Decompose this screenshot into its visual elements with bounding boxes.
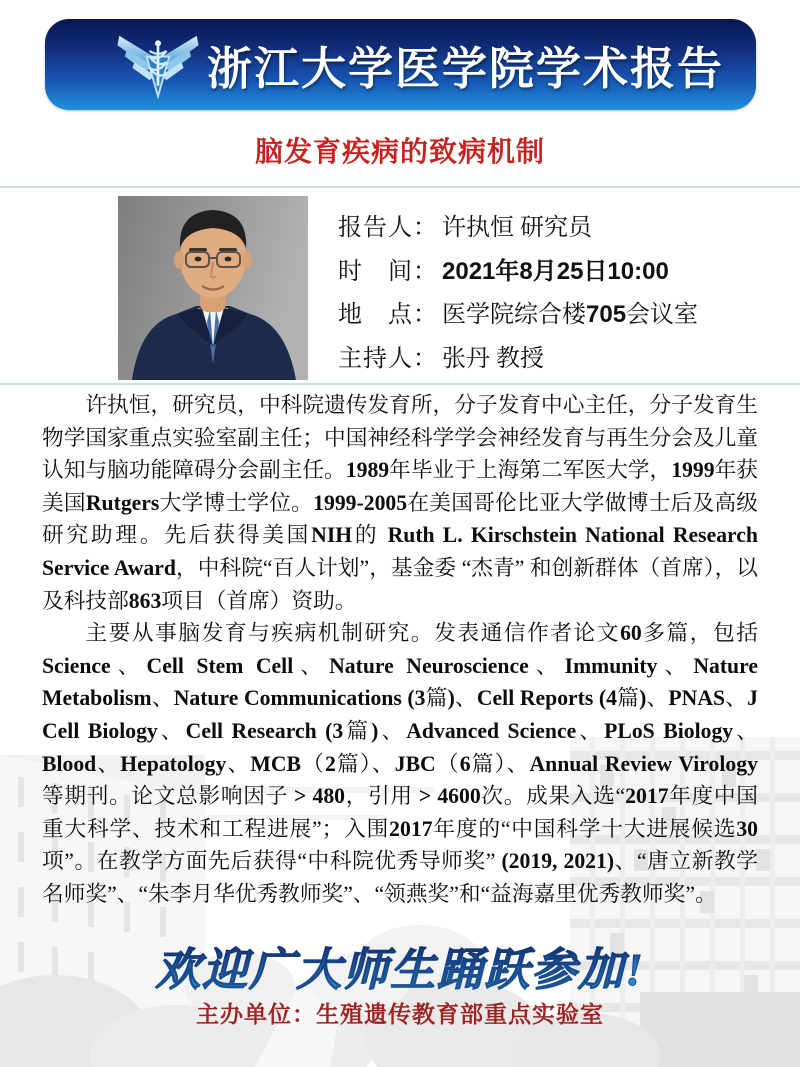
text-run: PLoS Biology — [604, 718, 734, 743]
medical-eagle-caduceus-icon — [115, 32, 201, 100]
info-value — [442, 338, 544, 373]
text-run: 2017 — [625, 784, 669, 809]
organizer-text: 主办单位：生殖遗传教育部重点实验室 — [196, 1002, 604, 1027]
text-run: 、“唐立新教学名师奖”、“朱李月华优秀教师奖”、“领燕奖”和“益海嘉里优秀教师奖”。 — [42, 849, 758, 906]
text-run: ) — [447, 686, 455, 711]
text-run: 篇 — [343, 718, 372, 743]
text-run: Blood — [42, 751, 97, 776]
text-run: 863 — [128, 588, 162, 613]
text-run: 1989 — [345, 458, 390, 483]
info-list — [338, 203, 768, 377]
text-run: Science — [42, 653, 111, 678]
bio-section — [0, 389, 800, 911]
info-value — [442, 251, 669, 286]
text-run: 项”。在教学方面先后获得“中科院优秀导师奖” — [42, 849, 496, 874]
lecture-title: 脑发育疾病的致病机制 — [254, 137, 545, 168]
text-run: ) — [371, 718, 379, 743]
text-run: （ — [300, 751, 325, 776]
info-label: 时 间： — [338, 258, 438, 285]
text-run: PNAS — [668, 686, 726, 711]
welcome-text: 欢迎广大师生踊跃参加! — [0, 933, 800, 998]
text-run: 、 — [454, 686, 477, 711]
info-row — [338, 334, 768, 378]
text-run: 的 — [352, 523, 388, 548]
text-run: 705 — [586, 301, 627, 329]
text-run: 、 — [157, 718, 186, 743]
text-run: 多篇，包括 — [641, 621, 758, 646]
text-run: 、 — [226, 751, 251, 776]
text-run: 篇）、 — [335, 751, 395, 776]
text-run: 篇）、 — [470, 751, 530, 776]
info-label: 报告人： — [338, 215, 438, 242]
text-run: Ruth L. Kirschstein National Research Service Award — [42, 523, 758, 580]
text-run: 、 — [733, 718, 758, 743]
header-banner — [45, 19, 756, 110]
text-run: 年度中国重大科学、技术和工程进展”；入围 — [42, 784, 758, 841]
text-run: 会议室 — [626, 302, 699, 329]
text-run: 许执恒 研究员 — [442, 215, 592, 242]
text-run: 年毕业于上海第二军医大学， — [389, 458, 672, 483]
text-run: 、 — [378, 718, 407, 743]
info-row — [338, 203, 768, 247]
text-run: Hepatology — [120, 751, 227, 776]
text-run: JBC — [394, 751, 436, 776]
info-value — [442, 207, 592, 242]
bio-paragraph — [42, 617, 758, 910]
text-run: 张丹 教授 — [442, 345, 544, 372]
info-row — [338, 290, 768, 334]
text-run: Cell Research (3 — [185, 718, 344, 743]
info-label: 主持人： — [338, 345, 438, 372]
text-run: 1999-2005 — [313, 490, 408, 515]
text-run: 、 — [657, 653, 694, 678]
divider — [0, 186, 800, 188]
text-run: Annual Review Virology — [529, 751, 758, 776]
text-run: > 4600 — [412, 784, 481, 809]
text-run: Immunity — [564, 653, 658, 678]
text-run: NIH — [311, 523, 353, 548]
text-run: ，中科院“百人计划”，基金委 “杰青” 和创新群体（首席），以及科技部 — [42, 555, 758, 613]
text-run: Nature Communications (3 — [173, 686, 426, 711]
divider — [0, 383, 800, 385]
banner-title: 浙江大学医学院学术报告 — [206, 44, 724, 94]
text-run: 许执恒，研究员，中科院遗传发育所，分子发育中心主任，分子发育生物学国家重点实验室副主任；中国神经科学学会神经发育与再生分会及儿童认知与脑功能障碍分会副主任。 — [42, 393, 758, 483]
text-run: J Cell Biology — [42, 686, 758, 743]
text-run: 、 — [646, 686, 669, 711]
text-run: 30 — [736, 816, 758, 841]
text-run: 、 — [576, 718, 605, 743]
speaker-photo — [118, 196, 308, 380]
info-row — [338, 247, 768, 291]
text-run: 年获美国 — [42, 458, 758, 515]
text-run: ) — [639, 686, 647, 711]
text-run: 1999 — [671, 458, 715, 483]
text-run: Advanced Science — [406, 718, 577, 743]
text-run: 大学博士学位。 — [159, 490, 314, 515]
info-value — [442, 294, 698, 329]
text-run: 2017 — [389, 816, 433, 841]
text-run: 、 — [96, 751, 121, 776]
info-label: 地 点： — [338, 302, 438, 329]
text-run: Rutgers — [85, 490, 160, 515]
text-run: 60 — [620, 621, 642, 646]
text-run: Nature Metabolism — [42, 653, 758, 711]
text-run: 次。成果入选“ — [480, 784, 626, 809]
text-run: Cell Reports (4 — [476, 686, 618, 711]
text-run: 项目（首席）资助。 — [161, 588, 357, 613]
text-run: 篇 — [617, 686, 640, 711]
text-run: （ — [435, 751, 460, 776]
text-run: 等期刊。论文总影响因子 — [42, 784, 288, 809]
text-run: 医学院综合楼 — [442, 302, 586, 329]
text-run: 主要从事脑发育与疾病机制研究。发表通信作者论文 — [85, 621, 621, 646]
text-run: 、 — [528, 653, 565, 678]
bio-paragraph — [42, 389, 758, 617]
text-run: > 480 — [287, 784, 346, 809]
text-run: 、 — [293, 653, 330, 678]
text-run: 6 — [459, 751, 471, 776]
text-run: 、 — [725, 686, 748, 711]
text-run: 、 — [110, 653, 147, 678]
text-run: 在美国哥伦比亚大学做博士后及高级研究助理。先后获得美国 — [42, 490, 758, 548]
text-run: 篇 — [425, 686, 448, 711]
text-run: 、 — [151, 686, 174, 711]
text-run: MCB — [250, 751, 301, 776]
text-run: 2021年8月25日10:00 — [442, 257, 669, 285]
text-run: 年度的“中国科学十大进展候选 — [432, 816, 737, 841]
text-run: (2019, 2021) — [495, 849, 615, 874]
text-run: ，引用 — [345, 784, 413, 809]
text-run: Nature Neuroscience — [329, 653, 529, 678]
text-run: Cell Stem Cell — [146, 653, 294, 678]
text-run: 2 — [324, 751, 336, 776]
